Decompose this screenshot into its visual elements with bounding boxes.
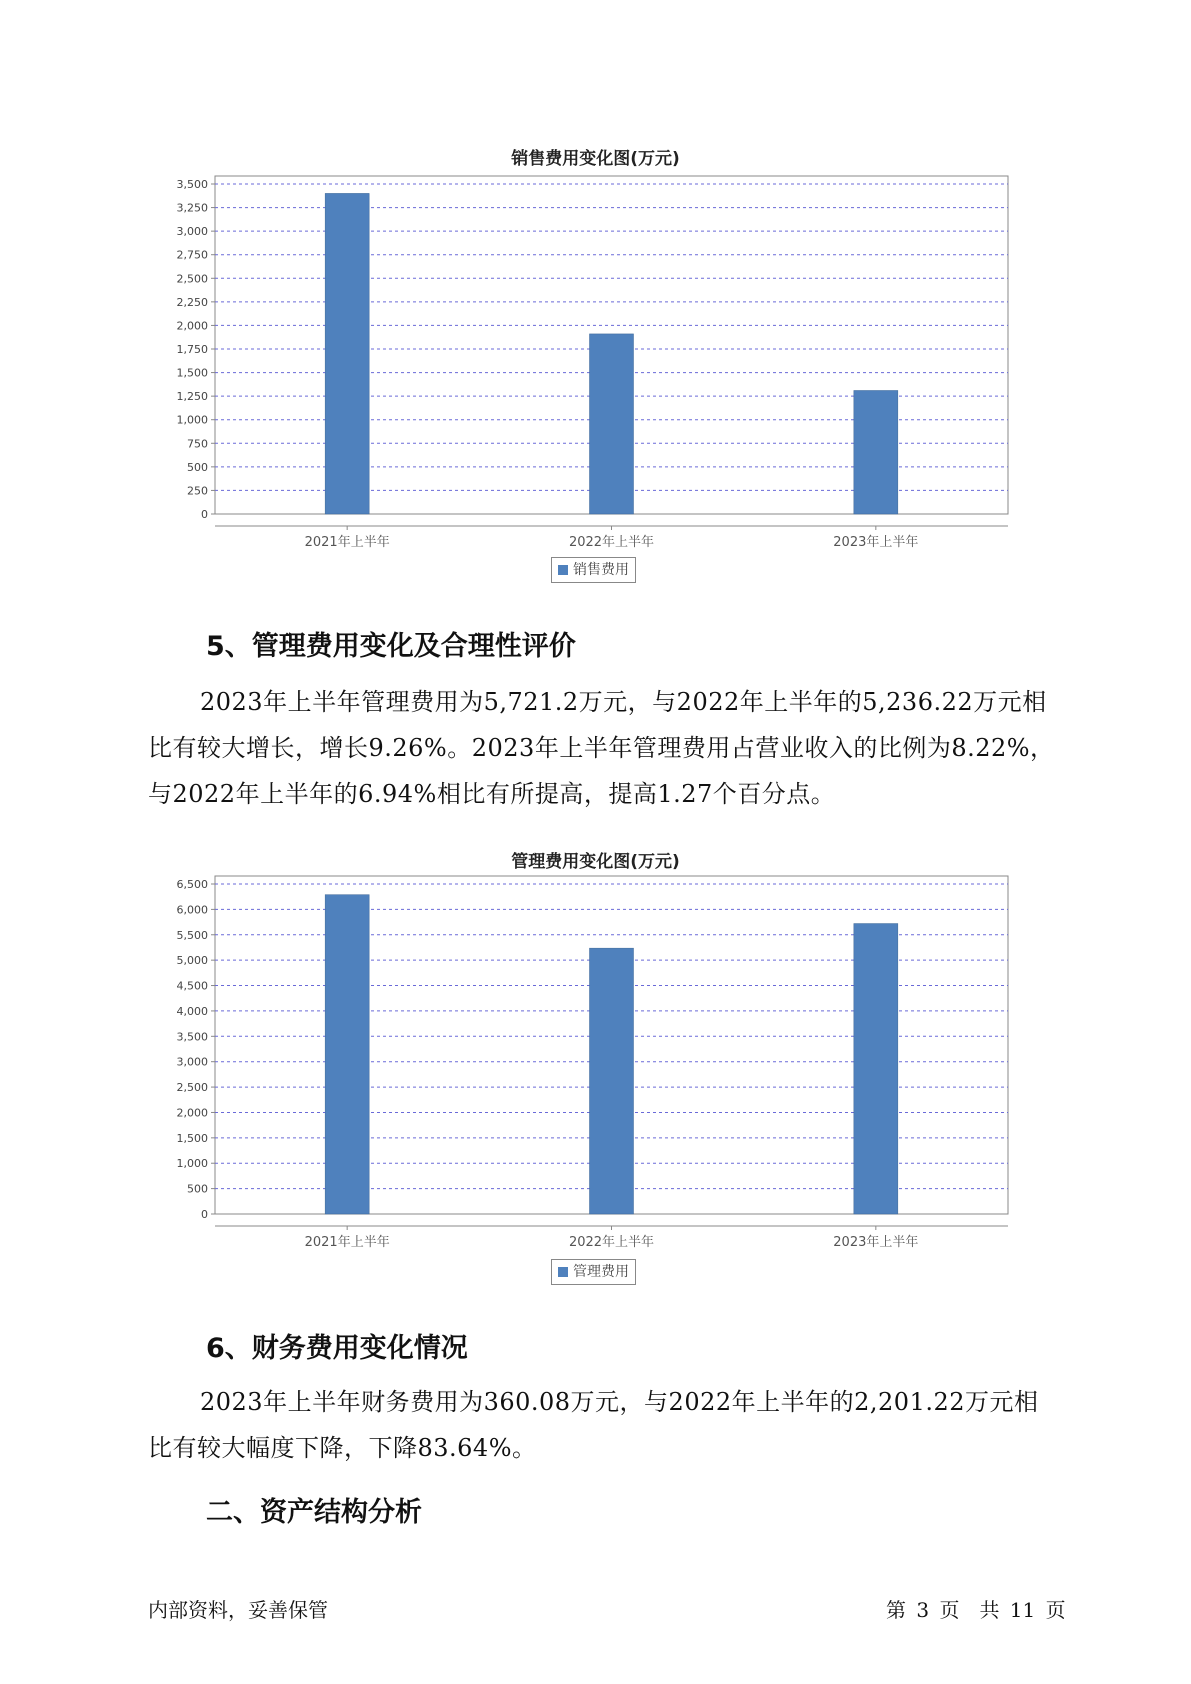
y-tick-label: 0 xyxy=(201,508,208,521)
y-tick-label: 3,500 xyxy=(176,1030,208,1044)
bar xyxy=(854,390,898,514)
y-tick-label: 500 xyxy=(187,460,208,474)
y-tick-label: 6,000 xyxy=(176,903,208,917)
y-tick-label: 1,000 xyxy=(176,1157,208,1171)
sales-expense-chart xyxy=(0,170,1191,590)
y-tick-label: 5,000 xyxy=(176,954,208,968)
bar xyxy=(590,334,634,514)
footer-page-number: 第 3 页 共 11 页 xyxy=(886,1598,1066,1622)
legend-label-sales: 销售费用 xyxy=(573,562,629,578)
y-tick-label: 4,000 xyxy=(176,1004,208,1018)
y-tick-label: 750 xyxy=(187,437,208,451)
x-tick-label: 2022年上半年 xyxy=(568,535,655,550)
y-tick-label: 2,750 xyxy=(176,248,208,262)
y-tick-label: 2,000 xyxy=(176,1106,208,1120)
bar xyxy=(325,895,369,1214)
bar xyxy=(325,193,369,514)
y-tick-label: 2,250 xyxy=(176,295,208,309)
y-tick-label: 1,250 xyxy=(176,390,208,404)
footer-confidential: 内部资料，妥善保管 xyxy=(148,1598,328,1622)
legend-sales xyxy=(551,557,636,583)
y-tick-label: 500 xyxy=(187,1182,208,1196)
y-tick-label: 3,000 xyxy=(176,225,208,239)
section-2-heading: 二、资产结构分析 xyxy=(206,1497,422,1528)
y-tick-label: 4,500 xyxy=(176,979,208,993)
bar xyxy=(854,924,898,1214)
section-5-paragraph: 2023年上半年管理费用为5,721.2万元，与2022年上半年的5,236.22万元相比有较大增长，增长9.26%。2023年上半年管理费用占营业收入的比例为8.22%，与2022年上半年的6.94%相比有所提高，提高1.27个百分点。 xyxy=(148,688,1055,808)
y-tick-label: 0 xyxy=(201,1208,208,1221)
y-tick-label: 6,500 xyxy=(176,878,208,891)
y-tick-label: 2,500 xyxy=(176,1081,208,1095)
legend-swatch-admin xyxy=(558,1267,568,1277)
y-tick-label: 3,500 xyxy=(176,178,208,191)
y-tick-label: 2,000 xyxy=(176,319,208,333)
legend-admin xyxy=(551,1259,636,1285)
y-tick-label: 5,500 xyxy=(176,928,208,942)
y-tick-label: 1,500 xyxy=(176,1131,208,1145)
section-6-paragraph: 2023年上半年财务费用为360.08万元，与2022年上半年的2,201.22万元相比有较大幅度下降，下降83.64%。 xyxy=(148,1388,1039,1462)
chart-title-sales: 销售费用变化图(万元) xyxy=(511,149,680,169)
x-tick-label: 2023年上半年 xyxy=(833,535,919,550)
legend-label-admin: 管理费用 xyxy=(573,1264,629,1280)
section-5-heading: 5、管理费用变化及合理性评价 xyxy=(206,631,576,662)
y-tick-label: 1,500 xyxy=(176,366,208,380)
chart-title-admin: 管理费用变化图(万元) xyxy=(511,852,680,872)
x-tick-label: 2023年上半年 xyxy=(833,1235,919,1250)
x-tick-label: 2021年上半年 xyxy=(304,535,390,550)
y-tick-label: 2,500 xyxy=(176,272,208,286)
x-tick-label: 2021年上半年 xyxy=(304,1235,390,1250)
bar xyxy=(590,948,634,1214)
admin-expense-chart xyxy=(0,870,1191,1290)
y-tick-label: 250 xyxy=(187,484,208,498)
y-tick-label: 1,750 xyxy=(176,343,208,356)
section-6-heading: 6、财务费用变化情况 xyxy=(206,1333,468,1364)
y-tick-label: 1,000 xyxy=(176,413,208,427)
y-tick-label: 3,000 xyxy=(176,1055,208,1069)
y-tick-label: 3,250 xyxy=(176,201,208,215)
legend-swatch-sales xyxy=(558,565,568,575)
x-tick-label: 2022年上半年 xyxy=(568,1235,655,1250)
